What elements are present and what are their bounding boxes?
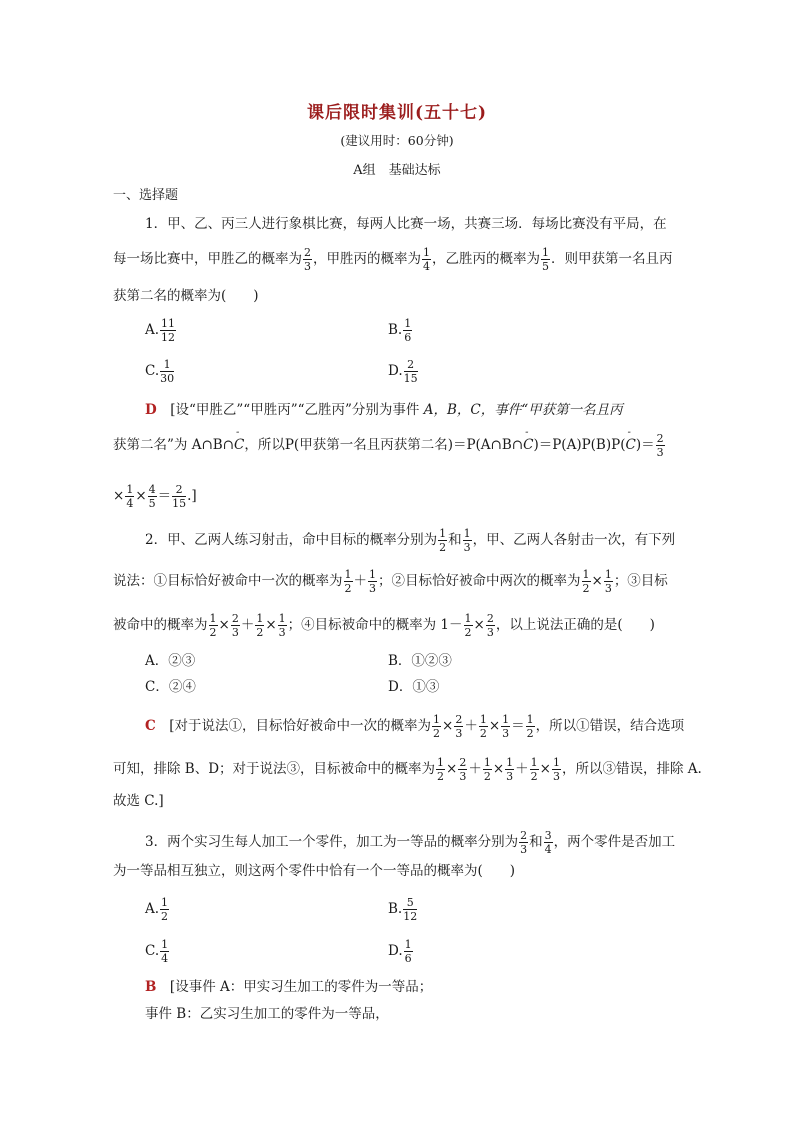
q2-solution-line3: 故选 C.] xyxy=(113,793,164,809)
q3-solution-line1: B [设事件 A：甲实习生加工的零件为一等品； xyxy=(145,979,433,995)
q1-line2: 每一场比赛中，甲胜乙的概率为 $\frac{2}{3}$ ，甲胜丙的概率为 $\frac{1}{4}$ ，乙胜丙的概率为 $\frac{1}{5}$ ．则甲获第一名且丙 xyxy=(113,246,673,273)
q1-line3: 获第二名的概率为( ) xyxy=(113,288,259,304)
q2-option-d: D．①③ xyxy=(388,679,440,695)
q2-line3: 被命中的概率为 $\frac{1}{2}$ × $\frac{2}{3}$ ＋ $\frac{1}{2}$ × $\frac{1}{3}$ ；④目标被命中的概率为 1－ $\frac{1}{2}$ × $\frac{2}{3}$ ，以上说法正确的是( ) xyxy=(113,612,655,639)
q3-line2: 为一等品相互独立，则这两个零件中恰有一个一等品的概率为( ) xyxy=(113,863,516,879)
q2-line1: 2．甲、乙两人练习射击，命中目标的概率分别为 $\frac{1}{2}$ 和 $\frac{1}{3}$ ，甲、乙两人各射击一次，有下列 xyxy=(145,527,676,554)
q1-option-b: B. $\frac{1}{6}$ xyxy=(388,317,412,344)
q1-solution-line2: 获第二名”为 A∩B∩- C，所以P(甲获第一名且丙获第二名)＝P(A∩B∩- C)＝P(A)P(B)P(- C)＝ $\frac{2}{3}$ xyxy=(113,432,666,459)
q3-option-b: B. $\frac{5}{12}$ xyxy=(388,896,418,923)
q2-solution-line1: C [对于说法①，目标恰好被命中一次的概率为 $\frac{1}{2}$ × $\frac{2}{3}$ ＋ $\frac{1}{2}$ × $\frac{1}{3}$ ＝ $\frac{1}{2}$ ，所以①错误，结合选项 xyxy=(145,713,685,740)
q3-line1: 3．两个实习生每人加工一个零件，加工为一等品的概率分别为 $\frac{2}{3}$ 和 $\frac{3}{4}$ ，两个零件是否加工 xyxy=(145,829,676,856)
q1-option-d: D. $\frac{2}{15}$ xyxy=(388,358,418,385)
group-heading: A组 基础达标 xyxy=(353,163,441,178)
q3-solution-line2: 事件 B：乙实习生加工的零件为一等品， xyxy=(145,1006,389,1022)
q1-option-c: C. $\frac{1}{30}$ xyxy=(145,358,175,385)
section-heading: 一、选择题 xyxy=(113,188,179,203)
page-title: 课后限时集训(五十七) xyxy=(306,103,488,123)
q1-option-a: A. $\frac{11}{12}$ xyxy=(145,317,176,344)
q2-option-a: A．②③ xyxy=(145,653,196,669)
q2-option-b: B．①②③ xyxy=(388,653,452,669)
q1-solution-line1: D [设“甲胜乙”“甲胜丙”“乙胜丙”分别为事件 A，B，C，事件“甲获第一名且丙 xyxy=(145,402,623,418)
q3-option-d: D. $\frac{1}{6}$ xyxy=(388,938,412,965)
q3-option-c: C. $\frac{1}{4}$ xyxy=(145,938,169,965)
q2-line2: 说法：①目标恰好被命中一次的概率为 $\frac{1}{2}$ ＋ $\frac{1}{3}$ ；②目标恰好被命中两次的概率为 $\frac{1}{2}$ × $\frac{1}{3}$ ；③目标 xyxy=(113,568,668,595)
q1-solution-line3: × $\frac{1}{4}$ × $\frac{4}{5}$ ＝ $\frac{2}{15}$ .] xyxy=(113,483,197,510)
q1-line1: 1．甲、乙、丙三人进行象棋比赛，每两人比赛一场，共赛三场．每场比赛没有平局，在 xyxy=(145,216,667,232)
q2-option-c: C．②④ xyxy=(145,679,196,695)
q3-option-a: A. $\frac{1}{2}$ xyxy=(145,896,169,923)
q2-solution-line2: 可知，排除 B、D；对于说法③，目标被命中的概率为 $\frac{1}{2}$ × $\frac{2}{3}$ ＋ $\frac{1}{2}$ × $\frac{1}{3}$ ＋ $\frac{1}{2}$ × $\frac{1}{3}$ ，所以③错误，排除 A. xyxy=(113,756,702,783)
time-note: (建议用时：60分钟) xyxy=(340,133,454,148)
